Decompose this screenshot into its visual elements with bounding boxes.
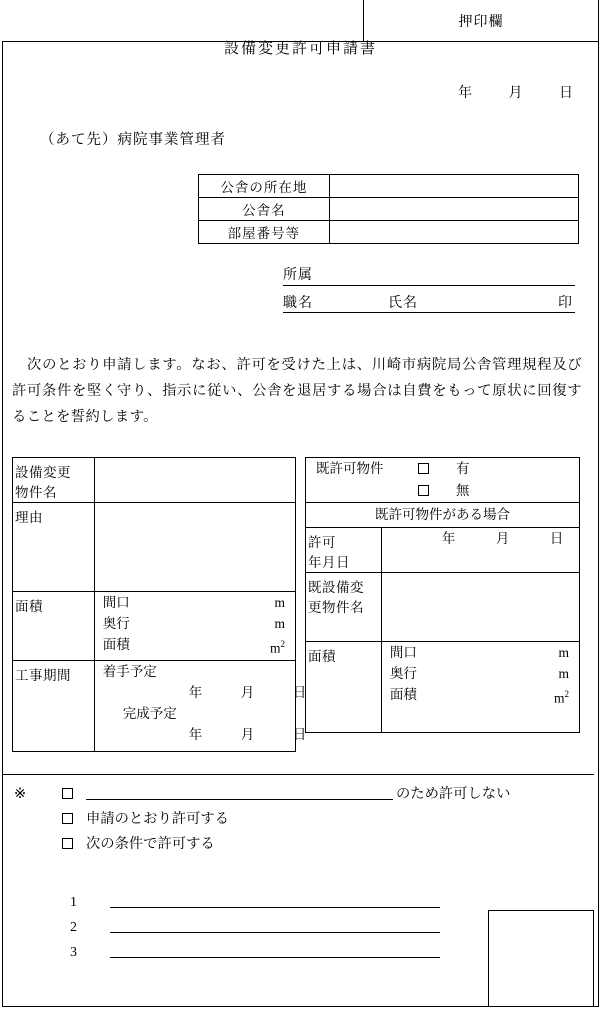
- existing-equipment-name-value[interactable]: [381, 573, 579, 642]
- list-item: [70, 890, 470, 915]
- residence-value-name[interactable]: [329, 198, 578, 221]
- existing-permit-table: [305, 457, 580, 733]
- table-row: [306, 573, 580, 642]
- reason-value[interactable]: [94, 503, 295, 592]
- condition-number-2: 2: [70, 920, 77, 935]
- body-paragraph: 次のとおり申請します。なお、許可を受けた上は、川崎市病院局公舎管理規程及び許可条件を堅く守り、指示に従い、公舎を退居する場合は自費をもって原状に回復することを誓約します。: [12, 357, 582, 425]
- deny-reason-tail: のため許可しない: [396, 786, 511, 802]
- name-label: 氏名: [388, 296, 418, 311]
- area-row-area-existing[interactable]: 面積 $m^2$: [389, 687, 569, 706]
- equipment-change-table: [12, 457, 307, 752]
- table-row: [13, 592, 296, 661]
- decision-conditional-row: [14, 832, 584, 857]
- condition-input-1[interactable]: [110, 907, 440, 908]
- table-row: [13, 458, 296, 503]
- residence-value-location[interactable]: [329, 175, 578, 198]
- date-year-label: 年: [458, 86, 473, 101]
- area-values-right: [381, 642, 579, 733]
- page-title: 設備変更許可申請書: [223, 41, 377, 57]
- existing-equipment-name-label: 既設備変 更物件名: [306, 573, 382, 642]
- conditional-label: 次の条件で許可する: [86, 836, 215, 852]
- table-row: [13, 503, 296, 592]
- table-row: [306, 528, 580, 573]
- approval-seal-box: [488, 910, 594, 1006]
- start-planned-date[interactable]: 年 月 日: [188, 685, 307, 700]
- area-row-depth[interactable]: 奥行 m: [102, 616, 285, 631]
- finish-planned-label: 完成予定: [122, 706, 177, 721]
- approve-label: 申請のとおり許可する: [86, 811, 229, 827]
- list-item: [70, 915, 470, 940]
- permit-date-label: 許可 年月日: [306, 528, 382, 573]
- table-row: [13, 661, 296, 752]
- equipment-change-name-value[interactable]: [94, 458, 295, 503]
- permitted-no-row[interactable]: 無: [308, 480, 577, 502]
- decision-deny-row: [14, 782, 584, 807]
- area-label-right: 面積: [306, 642, 382, 733]
- table-row: [199, 198, 579, 221]
- checkbox-approve[interactable]: [62, 807, 77, 832]
- table-row: [199, 221, 579, 244]
- construction-period-value: [94, 661, 307, 752]
- start-planned-label: 着手予定: [102, 664, 157, 679]
- section-divider: [3, 774, 594, 775]
- checkbox-no[interactable]: [418, 480, 433, 502]
- permitted-object-cell: [306, 458, 580, 503]
- finish-planned-date[interactable]: 年 月 日: [188, 727, 307, 742]
- addressee: （あて先）病院事業管理者: [40, 132, 226, 148]
- area-row-frontage-existing[interactable]: 間口 m: [389, 645, 569, 660]
- applicant-block: [283, 264, 575, 313]
- condition-number-1: 1: [70, 895, 77, 910]
- checkbox-deny[interactable]: [62, 782, 77, 807]
- area-label-left: 面積: [13, 592, 95, 661]
- name-row: [283, 292, 575, 313]
- residence-label-name: 公舎名: [199, 198, 330, 221]
- area-row-area[interactable]: 面積 $m^2$: [102, 637, 285, 656]
- permit-date-value[interactable]: [381, 528, 579, 573]
- checkbox-conditional[interactable]: [62, 832, 77, 857]
- residence-table: [198, 174, 579, 244]
- deny-reason-blank[interactable]: [86, 799, 393, 800]
- residence-label-room: 部屋番号等: [199, 221, 330, 244]
- stamp-box-label: 押印欄: [458, 15, 504, 30]
- list-item: [70, 940, 470, 965]
- table-row: [306, 458, 580, 503]
- job-title-label: 職名: [283, 296, 313, 311]
- seal-label: 印: [558, 296, 573, 311]
- reason-label: 理由: [13, 503, 95, 592]
- condition-number-3: 3: [70, 945, 77, 960]
- affiliation-label: 所属: [283, 268, 313, 283]
- affiliation-row: [283, 264, 575, 286]
- stamp-box: [363, 0, 599, 42]
- date-month-label: 月: [508, 86, 524, 101]
- residence-value-room[interactable]: [329, 221, 578, 244]
- if-exists-label: 既許可物件がある場合: [306, 503, 580, 528]
- decision-section: [14, 782, 584, 857]
- permitted-yes-row[interactable]: 既許可物件 有: [308, 458, 577, 480]
- area-row-depth-existing[interactable]: 奥行 m: [389, 666, 569, 681]
- construction-period-label: 工事期間: [13, 661, 95, 752]
- equipment-change-name-label: 設備変更 物件名: [13, 458, 95, 503]
- date-day-label: 日: [559, 86, 574, 101]
- table-row: [306, 503, 580, 528]
- decision-approve-row: [14, 807, 584, 832]
- table-row: [306, 642, 580, 733]
- residence-label-location: 公舎の所在地: [199, 175, 330, 198]
- checkbox-yes[interactable]: [418, 458, 433, 480]
- condition-input-2[interactable]: [110, 932, 440, 933]
- note-mark: ※: [14, 786, 26, 802]
- area-row-frontage[interactable]: 間口 m: [102, 595, 285, 610]
- condition-input-3[interactable]: [110, 957, 440, 958]
- area-values-left: [94, 592, 295, 661]
- conditions-list: [70, 890, 470, 965]
- date-line: [458, 82, 573, 102]
- permit-date-ymd[interactable]: 年 月 日: [441, 531, 564, 546]
- table-row: [199, 175, 579, 198]
